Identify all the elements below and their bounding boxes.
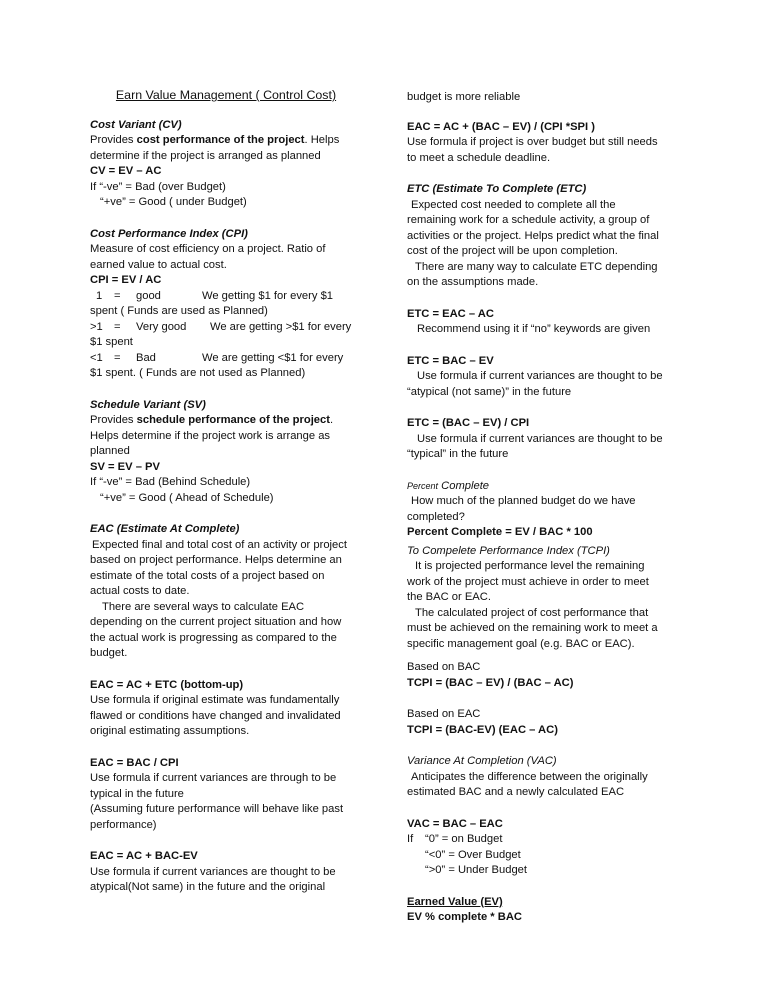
section-eac-bottom-up xyxy=(90,678,362,740)
text-line: “+ve” = Good ( Ahead of Schedule) xyxy=(100,491,274,504)
text-line: The calculated project of cost performance that xyxy=(415,606,649,619)
section-eac-cpi-spi xyxy=(407,120,682,167)
section-continuation xyxy=(407,90,682,106)
formula: EAC = AC + (BAC – EV) / (CPI *SPI ) xyxy=(407,120,595,133)
text-line: spent ( Funds are used as Planned) xyxy=(90,305,268,317)
text-line: There are several ways to calculate EAC xyxy=(102,600,305,613)
section-etc-eac-ac xyxy=(407,307,682,338)
text-line: actual costs to date. xyxy=(90,585,190,597)
cpi-row: >1 = Very good We are getting >$1 for every xyxy=(90,320,352,333)
section-cpi xyxy=(90,227,362,382)
formula: TCPI = (BAC-EV) (EAC – AC) xyxy=(407,723,558,736)
text-line: original estimating assumptions. xyxy=(90,725,250,737)
text-line: the actual work is progressing as compared to the xyxy=(90,631,337,644)
section-earned-value xyxy=(407,895,682,926)
text-line: There are many way to calculate ETC depending xyxy=(415,260,658,273)
section-tcpi xyxy=(407,544,682,653)
text-line: If “-ve” = Bad (Behind Schedule) xyxy=(90,476,251,488)
text-line: “<0” = Over Budget xyxy=(425,848,521,861)
section-heading: Cost Performance Index (CPI) xyxy=(90,227,248,240)
text-line: “atypical (not same)” in the future xyxy=(407,385,572,398)
left-column xyxy=(90,88,362,912)
section-heading: EAC (Estimate At Complete) xyxy=(90,523,240,535)
text-line: Expected cost needed to complete all the xyxy=(411,198,616,211)
formula: CPI = EV / AC xyxy=(90,274,162,286)
formula: ETC = (BAC – EV) / CPI xyxy=(407,417,530,429)
text-line: completed? xyxy=(407,510,465,523)
text-line: “+ve” = Good ( under Budget) xyxy=(100,196,247,208)
text-line: the BAC or EAC. xyxy=(407,591,491,603)
text-line: based on project performance. Helps determine an xyxy=(90,554,342,566)
text-line: Provides schedule performance of the project. xyxy=(90,414,334,426)
section-etc xyxy=(407,182,682,291)
formula: ETC = BAC – EV xyxy=(407,354,494,367)
text-line: typical in the future xyxy=(90,787,184,800)
formula: ETC = EAC – AC xyxy=(407,307,494,320)
text-line: atypical(Not same) in the future and the original xyxy=(90,881,326,893)
section-etc-bac-ev xyxy=(407,354,682,401)
right-column xyxy=(407,90,682,942)
section-heading: Cost Variant (CV) xyxy=(90,118,182,131)
section-heading: ETC (Estimate To Complete (ETC) xyxy=(407,183,587,195)
text-line: planned xyxy=(90,445,130,457)
text-line: (Assuming future performance will behave like past xyxy=(90,803,344,815)
text-line: depending on the current project situation and how xyxy=(90,616,342,628)
page-title: Earn Value Management ( Control Cost) xyxy=(115,88,337,102)
text-line: Anticipates the difference between the originally xyxy=(411,770,648,783)
formula: EAC = BAC / CPI xyxy=(90,756,179,769)
text-line: $1 spent xyxy=(90,336,133,348)
formula: VAC = BAC – EAC xyxy=(407,817,503,830)
section-heading: To Compelete Performance Index (TCPI) xyxy=(407,544,610,557)
text-line: cost of the project will be upon completion. xyxy=(407,245,618,257)
text-line: Based on BAC xyxy=(407,661,481,673)
section-heading: Schedule Variant (SV) xyxy=(90,398,206,411)
formula: TCPI = (BAC – EV) / (BAC – AC) xyxy=(407,676,574,689)
section-cost-variant xyxy=(90,118,362,211)
section-vac xyxy=(407,754,682,801)
section-percent-complete xyxy=(407,479,682,541)
section-tcpi-bac xyxy=(407,660,682,691)
text-line: Use formula if current variances are through to be xyxy=(90,772,337,784)
section-vac-formula xyxy=(407,817,682,879)
formula: SV = EV – PV xyxy=(90,460,160,473)
text-line: Use formula if current variances are thought to be xyxy=(417,432,663,445)
formula: CV = EV – AC xyxy=(90,165,162,177)
text-line: must be achieved on the remaining work to meet a xyxy=(407,622,658,634)
cpi-row: <1 = Bad We are getting <$1 for every xyxy=(90,351,344,364)
text-line: Expected final and total cost of an activity or project xyxy=(92,538,347,551)
text-line: $1 spent. ( Funds are not used as Planned) xyxy=(90,367,306,379)
text-line: Use formula if current variances are thought to be xyxy=(90,865,336,878)
text-line: “>0” = Under Budget xyxy=(425,864,527,876)
section-eac-atypical xyxy=(90,849,362,896)
text-line: Measure of cost efficiency on a project. Ratio of xyxy=(90,243,326,255)
text-line: If “0” = on Budget xyxy=(407,833,503,845)
formula: EV % complete * BAC xyxy=(407,911,523,923)
text-line: determine if the project is arranged as planned xyxy=(90,149,321,162)
cpi-row: 1 = good We getting $1 for every $1 xyxy=(96,289,334,302)
text-line: Provides cost performance of the project. Helps xyxy=(90,134,340,146)
text-line: If “-ve” = Bad (over Budget) xyxy=(90,180,226,193)
text-line: specific management goal (e.g. BAC or EAC). xyxy=(407,637,635,650)
text-line: Use formula if current variances are thought to be xyxy=(417,370,663,382)
section-etc-cpi xyxy=(407,416,682,463)
text-line: How much of the planned budget do we have xyxy=(411,495,636,507)
text-line: earned value to actual cost. xyxy=(90,258,227,271)
text-line: estimated BAC and a newly calculated EAC xyxy=(407,786,625,798)
section-schedule-variant xyxy=(90,398,362,507)
text-line: budget. xyxy=(90,647,128,659)
text-line: to meet a schedule deadline. xyxy=(407,151,551,164)
text-line: Use formula if project is over budget but still needs xyxy=(407,136,658,148)
text-line: activities or the project. Helps predict what the final xyxy=(407,229,659,242)
formula: EAC = AC + ETC (bottom-up) xyxy=(90,678,244,691)
section-tcpi-eac xyxy=(407,707,682,738)
formula: EAC = AC + BAC-EV xyxy=(90,850,198,862)
section-heading: Variance At Completion (VAC) xyxy=(407,755,557,767)
text-line: budget is more reliable xyxy=(407,91,521,103)
text-line: Based on EAC xyxy=(407,708,481,720)
text-line: Helps determine if the project work is arrange as xyxy=(90,429,331,442)
text-line: on the assumptions made. xyxy=(407,276,539,288)
text-line: flawed or conditions have changed and invalidated xyxy=(90,709,341,722)
section-heading: Earned Value (EV) xyxy=(407,895,503,908)
section-heading: Percent Complete xyxy=(407,479,490,492)
text-line: It is projected performance level the remaining xyxy=(415,560,645,572)
text-line: performance) xyxy=(90,818,157,831)
text-line: remaining work for a schedule activity, a group of xyxy=(407,214,650,226)
section-eac-bac-cpi xyxy=(90,756,362,834)
formula: Percent Complete = EV / BAC * 100 xyxy=(407,526,593,538)
section-eac xyxy=(90,522,362,662)
text-line: Recommend using it if “no” keywords are given xyxy=(417,323,651,335)
text-line: Use formula if original estimate was fundamentally xyxy=(90,694,340,706)
text-line: “typical” in the future xyxy=(407,448,509,460)
text-line: work of the project must achieve in order to meet xyxy=(407,575,649,588)
text-line: estimate of the total costs of a project based on xyxy=(90,569,325,582)
